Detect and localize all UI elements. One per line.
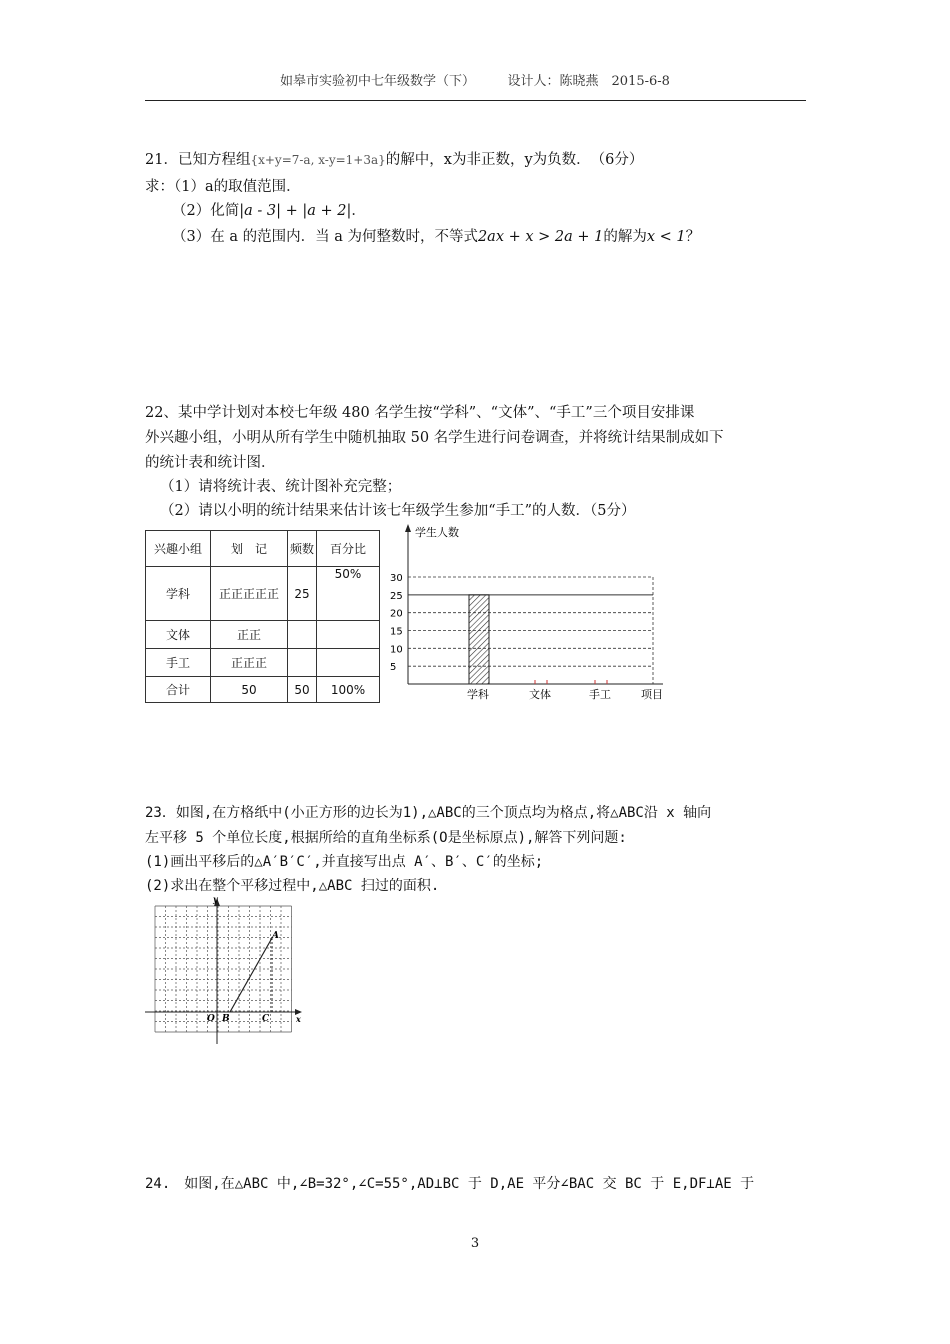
- coordinate-grid: [143, 892, 308, 1047]
- y-tick-label: 25: [390, 590, 403, 602]
- label-o: O: [207, 1014, 215, 1024]
- table-row: [146, 649, 380, 677]
- table-row: [146, 621, 380, 649]
- q22-line5: （2）请以小明的统计结果来估计该七年级学生参加“手工”的人数．（5分）: [160, 503, 636, 519]
- table-cell: [288, 649, 317, 677]
- x-tick-label: 文体: [529, 688, 551, 701]
- stats-table: [145, 530, 380, 703]
- bar-0: [469, 595, 489, 684]
- table-header-cell: 频数: [288, 531, 317, 567]
- y-tick-label: 15: [390, 626, 403, 638]
- table-cell: [317, 621, 380, 649]
- table-cell: 学科: [146, 567, 211, 621]
- table-header-row: [146, 531, 380, 567]
- table-row: [146, 677, 380, 703]
- y-tick-label: 30: [390, 573, 403, 584]
- y-tick-label: 20: [390, 608, 403, 620]
- y-tick-label: 10: [390, 644, 403, 656]
- label-a: A: [272, 931, 279, 941]
- q24-line1: 24. 如图,在△ABC 中,∠B=32°,∠C=55°,AD⊥BC 于 D,AE 平分∠BAC 交 BC 于 E,DF⊥AE 于: [145, 1176, 755, 1192]
- q21-system: [250, 150, 385, 170]
- chart-ylabel: 学生人数: [415, 526, 459, 539]
- table-cell: 合计: [146, 677, 211, 703]
- page-number: 3: [470, 1236, 480, 1251]
- segment-ba: [230, 938, 272, 1012]
- y-axis-arrow: [405, 524, 411, 532]
- table-cell: 50%: [317, 567, 380, 621]
- label-x: x: [296, 1014, 301, 1024]
- q21-line4: [172, 227, 700, 247]
- table-cell: [317, 649, 380, 677]
- label-y: y: [213, 894, 218, 904]
- table-row: [146, 567, 380, 621]
- q22-line2: 外兴趣小组，小明从所有学生中随机抽取 50 名学生进行问卷调查，并将统计结果制成如下: [145, 430, 724, 446]
- q22-line4: （1）请将统计表、统计图补充完整；: [160, 479, 402, 495]
- chart-xlabel: 项目: [641, 688, 663, 701]
- q21-system-text: {x+y=7-a, x-y=1+3a}: [250, 153, 386, 167]
- y-ticks: [390, 573, 653, 684]
- x-tick-label: 学科: [467, 688, 489, 701]
- table-cell: 文体: [146, 621, 211, 649]
- q21-solution: x < 1: [646, 229, 686, 245]
- q23-line1: 23．如图,在方格纸中(小正方形的边长为1),△ABC的三个顶点均为格点,将△ABC沿 x 轴向: [145, 805, 712, 821]
- q23-line2: 左平移 5 个单位长度,根据所给的直角坐标系(O是坐标原点),解答下列问题:: [145, 830, 627, 846]
- q21-line4-mid: 的解为: [603, 229, 647, 245]
- table-header-cell: 划 记: [211, 531, 288, 567]
- q21-line1: [145, 150, 643, 170]
- table-header-cell: 百分比: [317, 531, 380, 567]
- q22-line3: 的统计表和统计图．: [145, 455, 276, 471]
- table-cell: 手工: [146, 649, 211, 677]
- label-b: B: [222, 1014, 230, 1024]
- table-cell: 正正正: [211, 649, 288, 677]
- q21-prefix: 21．已知方程组: [145, 152, 251, 168]
- header-rule: [145, 100, 806, 101]
- table-cell: 25: [288, 567, 317, 621]
- table-cell: [288, 621, 317, 649]
- bars: [469, 595, 607, 684]
- q21-line4-prefix: （3）在 a 的范围内．当 a 为何整数时，不等式: [172, 229, 478, 245]
- q21-inequality: 2ax + x > 2a + 1: [477, 229, 604, 245]
- table-cell: 正正正正正: [211, 567, 288, 621]
- q21-line4-suffix: ？: [685, 229, 701, 245]
- bar-chart: [385, 520, 675, 705]
- q21-suffix: 的解中，x为非正数，y为负数． （6分）: [385, 152, 644, 168]
- q23-line3: (1)画出平移后的△A′B′C′,并直接写出点 A′、B′、C′的坐标;: [145, 854, 544, 870]
- q21-line2: 求：（1）a的取值范围．: [145, 179, 301, 195]
- q23-line4: (2)求出在整个平移过程中,△ABC 扫过的面积.: [145, 878, 440, 894]
- table-cell: 50: [211, 677, 288, 703]
- label-c: C: [262, 1014, 270, 1024]
- q21-line3-suffix: ．: [351, 203, 366, 219]
- q21-line3: [172, 201, 366, 221]
- table-cell: 100%: [317, 677, 380, 703]
- table-header-cell: 兴趣小组: [146, 531, 211, 567]
- table-cell: 正正: [211, 621, 288, 649]
- y-tick-label: 5: [390, 662, 397, 674]
- q21-abs-expr: |a - 3| + |a + 2|: [239, 203, 352, 219]
- table-cell: 50: [288, 677, 317, 703]
- x-tick-label: 手工: [589, 688, 611, 701]
- page-header: 如皋市实验初中七年级数学（下） 设计人：陈晓燕 2015-6-8: [280, 74, 670, 89]
- q21-line3-prefix: （2）化简: [172, 203, 240, 219]
- q22-line1: 22、某中学计划对本校七年级 480 名学生按“学科”、“文体”、“手工”三个项目安排课: [145, 405, 695, 421]
- x-labels: [467, 687, 611, 701]
